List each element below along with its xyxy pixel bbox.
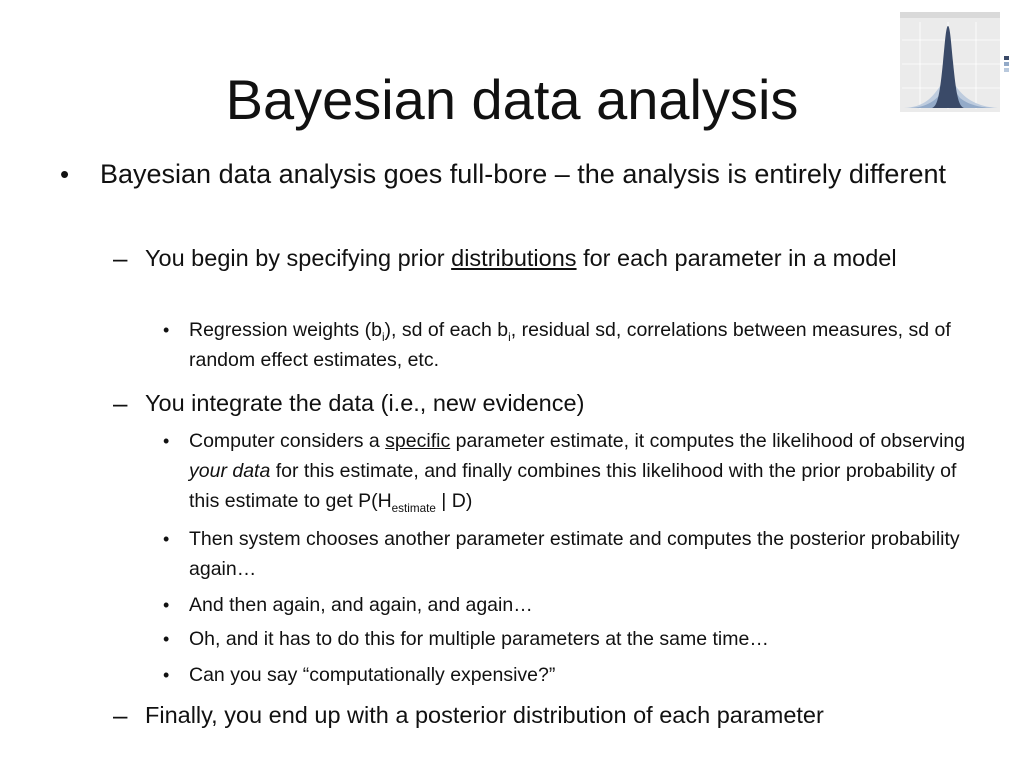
bullet-text: Oh, and it has to do this for multiple parameters at the same time… <box>189 628 769 650</box>
bullet-marker: • <box>163 629 170 649</box>
text-run: for each parameter in a model <box>576 245 897 271</box>
bullet-marker: • <box>163 431 170 451</box>
bullet-marker: • <box>163 320 170 340</box>
bullet-marker: • <box>163 595 170 615</box>
text-run: You begin by specifying prior <box>145 245 452 271</box>
text-run: Computer considers a <box>189 430 386 452</box>
subscript: i <box>381 330 385 344</box>
text-run: ), sd of each b <box>384 319 509 341</box>
subscript: estimate <box>391 501 436 515</box>
bullet-text <box>189 426 989 516</box>
bullet-text: Can you say “computationally expensive?” <box>189 664 556 686</box>
text-run: , residual sd, correlations between measures, sd of random effect estimates, etc. <box>189 319 951 371</box>
underlined-text: distributions <box>451 245 577 271</box>
dash-marker: – <box>113 700 128 730</box>
bullet-text: Finally, you end up with a posterior distribution of each parameter <box>145 702 824 728</box>
bullet-text <box>145 241 975 275</box>
text-run: parameter estimate, it computes the likelihood of observing <box>450 430 966 452</box>
bullet-text: And then again, and again, and again… <box>189 594 533 616</box>
slide-title: Bayesian data analysis <box>225 68 799 131</box>
underlined-text: specific <box>385 430 451 452</box>
text-run: for this estimate, and finally combines this likelihood with the prior probability of this estimate to get P(H <box>189 460 957 512</box>
text-run: | D) <box>435 490 473 512</box>
subscript: i <box>508 330 511 344</box>
bullet-marker: • <box>163 529 170 549</box>
bullet-text: Bayesian data analysis goes full-bore – the analysis is entirely different <box>100 159 946 189</box>
text-run: Regression weights (b <box>189 319 382 341</box>
bullet-marker: • <box>163 665 170 685</box>
bullet-text: Then system chooses another parameter estimate and computes the posterior probability again… <box>189 528 960 580</box>
dash-marker: – <box>113 388 128 418</box>
italic-text: your data <box>189 460 271 482</box>
bullet-text <box>189 315 989 375</box>
bullet-marker: • <box>60 159 70 189</box>
bullet-text: You integrate the data (i.e., new evidence) <box>145 390 585 416</box>
dash-marker: – <box>113 243 128 273</box>
